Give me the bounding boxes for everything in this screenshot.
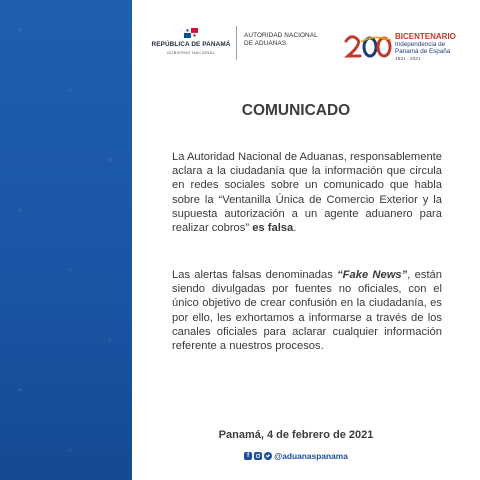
paragraph-1 bbox=[172, 150, 442, 235]
date-line: Panamá, 4 de febrero de 2021 bbox=[218, 429, 374, 441]
government-name: REPÚBLICA DE PANAMÁ bbox=[151, 41, 231, 48]
twitter-icon[interactable] bbox=[264, 452, 272, 460]
government-logo bbox=[150, 28, 232, 55]
social-row bbox=[244, 451, 348, 461]
bicentenario-200-icon bbox=[343, 32, 393, 60]
header-divider bbox=[236, 26, 237, 60]
blue-sidebar bbox=[0, 0, 132, 480]
government-subtitle: GOBIERNO NACIONAL bbox=[166, 50, 216, 55]
paragraph-1-end: . bbox=[293, 222, 297, 235]
agency-line-1: AUTORIDAD NACIONAL bbox=[244, 32, 318, 39]
facebook-icon[interactable]: f bbox=[244, 452, 252, 460]
panama-flag-icon bbox=[184, 28, 198, 38]
bicentenario-text bbox=[395, 32, 456, 62]
header bbox=[150, 24, 465, 74]
paragraph-1-bold: es falsa bbox=[252, 222, 294, 235]
paragraph-2 bbox=[172, 268, 442, 353]
paragraph-2-rest: , están siendo divulgadas por fuentes no oficiales, con el único objetivo de crear confusión en la ciudadanía, es por ello, les exhortamos a informarse a través de los canales oficiales para aclarar cualquier información referente a nuestros procesos. bbox=[172, 269, 443, 353]
page-title: COMUNICADO bbox=[241, 102, 351, 119]
social-footer bbox=[150, 449, 442, 461]
paragraph-1-text: La Autoridad Nacional de Aduanas, responsablemente aclara a la ciudadanía que la información que circula en redes sociales sobre un comunicado que habla sobre la “Ventanilla Única de Comercio Exterior y la supuesta autorización a un agente aduanero para realizar cobros” bbox=[172, 151, 442, 235]
sidebar-texture bbox=[0, 0, 132, 480]
paragraph-2-fake-news: “Fake News” bbox=[337, 269, 408, 281]
social-handle[interactable]: @aduanaspanama bbox=[274, 451, 348, 461]
bicentenario-line-1: Independencia de bbox=[395, 41, 446, 48]
agency-name bbox=[244, 32, 318, 48]
bicentenario-title: BICENTENARIO bbox=[395, 32, 456, 41]
bicentenario-line-2: Panamá de España bbox=[395, 48, 451, 55]
instagram-icon[interactable] bbox=[254, 452, 262, 460]
bicentenario-years: 1821 · 2021 bbox=[395, 57, 421, 62]
paragraph-2-start: Las alertas falsas denominadas bbox=[172, 269, 338, 281]
bicentenario-logo bbox=[343, 28, 463, 68]
agency-line-2: DE ADUANAS bbox=[244, 40, 287, 47]
